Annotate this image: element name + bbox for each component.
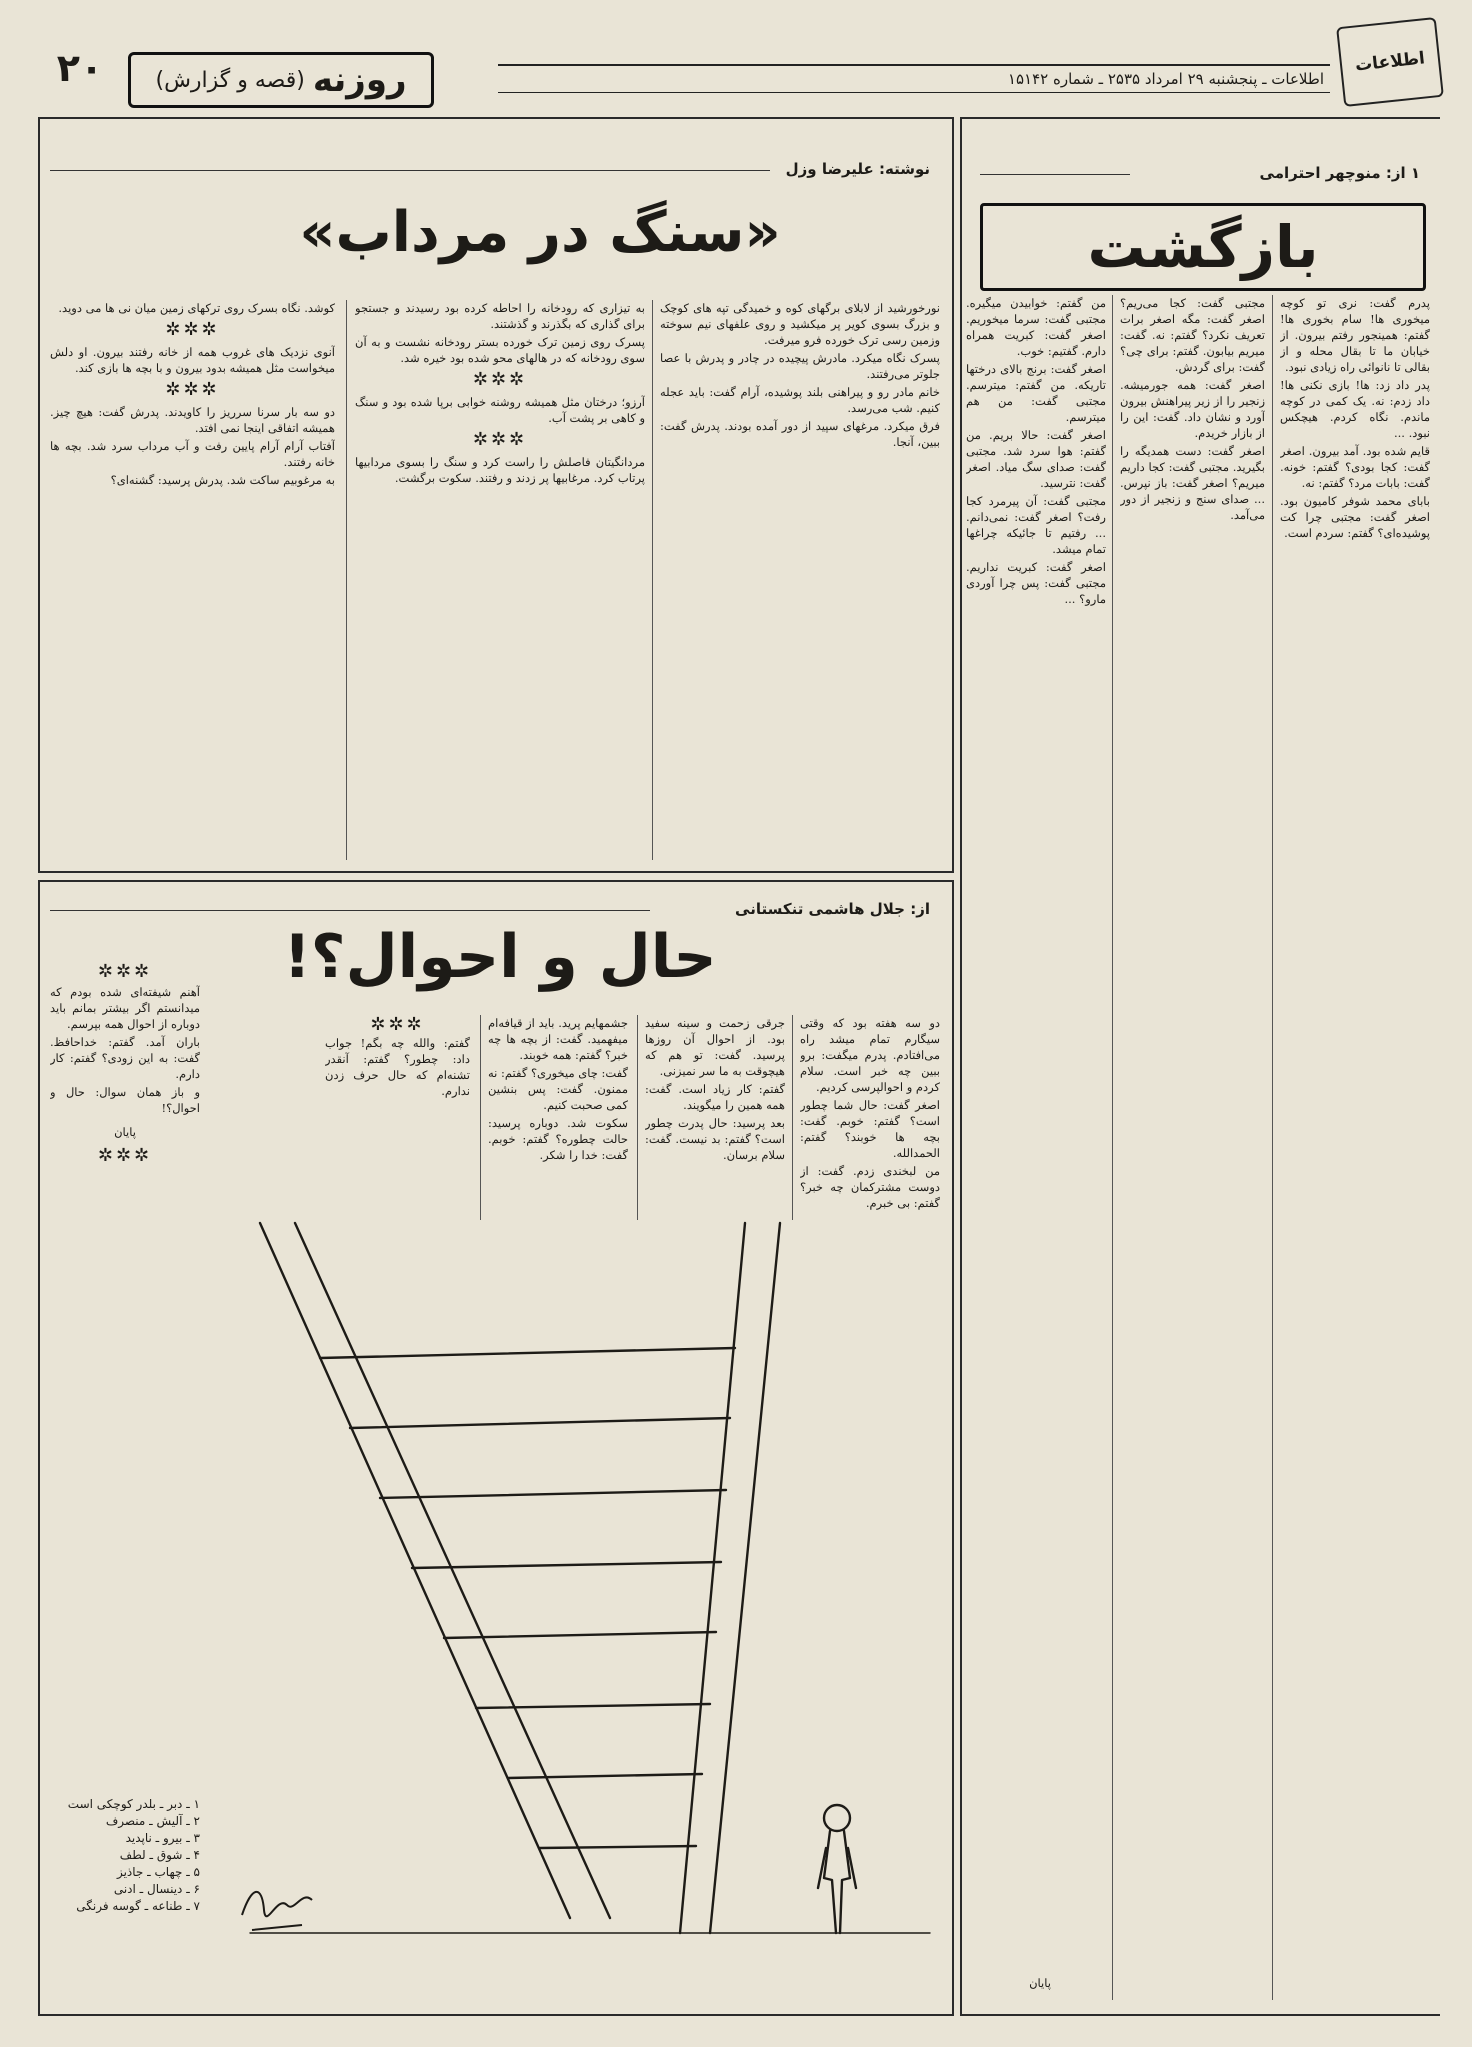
paragraph: سکوت شد. دوباره پرسید: حالت چطوره؟ گفتم: خوبم. گفت: خدا را شکر. <box>488 1116 628 1162</box>
section-title: روزنه <box>312 60 407 100</box>
story2-title: «سنگ در مرداب» <box>299 200 781 265</box>
section-break-stars: ✲✲✲ <box>370 1015 425 1035</box>
paragraph: پسرک روی زمین ترک خورده بستر رودخانه نشست و به آن سوی رودخانه که در هالهای محو شده بود خیره شد. <box>355 335 645 365</box>
end-marker: پایان <box>1029 1976 1051 1990</box>
glossary-item: ۴ ـ شوق ـ لطف <box>119 1848 200 1862</box>
paragraph: بعد پرسید: حال پدرت چطور است؟ گفتم: بد نیست. گفت: سلام برسان. <box>645 1116 785 1162</box>
paragraph: آهنم شیفته‌ای شده بودم که میدانستم اگر بیشتر بمانم باید دوباره از احوال همه بپرسم. <box>50 985 200 1031</box>
column-rule <box>637 1015 638 1220</box>
glossary-item: ۵ ـ چهاب ـ جاذیز <box>116 1865 200 1879</box>
column-rule <box>792 1015 793 1220</box>
masthead <box>40 22 1440 102</box>
paragraph: پدر داد زد: ها! بازی نکنی ها! داد زدم: نه. یک کمی در کوچه ماندم. نگاه کردم. هیچکس نبود. ... <box>1280 378 1430 440</box>
paragraph: اصغر گفت: برنج بالای درختها تاریکه. من گفتم: میترسم. مجتبی گفت: من هم میترسم. <box>966 362 1106 424</box>
paragraph: جرقی زحمت و سینه سفید بود. از احوال آن روزها پرسید. گفت: تو هم که هیچوقت به ما سر نمیزنی. <box>645 1016 785 1078</box>
story3-column-4 <box>325 1015 470 1220</box>
issue-line: اطلاعات ـ پنجشنبه ۲۹ امرداد ۲۵۳۵ ـ شماره ۱۵۱۴۲ <box>498 64 1330 93</box>
paragraph: قایم شده بود. آمد بیرون. اصغر گفت: کجا بودی؟ گفتم: خونه. گفت: بابات مرد؟ گفتم: نه. <box>1280 444 1430 490</box>
section-break-stars: ✲✲✲ <box>165 319 220 340</box>
story3-column-3 <box>488 1015 628 1220</box>
paragraph: گفت: چای میخوری؟ گفتم: نه ممنون. گفت: پس بنشین کمی صحبت کنیم. <box>488 1066 628 1112</box>
paragraph: دو سه بار سرنا سرریز را کاویدند. پدرش گفت: هیچ چیز. همیشه اتفاقی اینجا نمی افتد. <box>50 405 335 435</box>
column-rule <box>480 1015 481 1220</box>
story1-column-2 <box>1120 295 1265 2000</box>
glossary-item: ۳ ـ بیرو ـ ناپدید <box>125 1831 200 1845</box>
glossary-item: ۲ ـ آلیش ـ منصرف <box>105 1814 200 1828</box>
column-rule <box>346 300 347 860</box>
story3-byline-rule <box>50 910 650 911</box>
paragraph: اصغر گفت: همه جورمیشه. زنجیر را از زیر پیراهنش بیرون آورد و نشان داد. گفت: این را از بازار خریدم. <box>1120 378 1265 440</box>
section-break-stars: ✲✲✲ <box>165 379 220 400</box>
paragraph: آنوی نزدیک های غروب همه از خانه رفتند بیرون. او دلش میخواست مثل همیشه بدود بیرون و با بچه ها بازی کند. <box>50 345 335 375</box>
column-rule <box>1272 295 1273 2000</box>
paragraph: اصغر گفت: دست همدیگه را بگیرید. مجتبی گفت: کجا داریم میریم؟ اصغر گفت: باز نپرس. ... صدای سنج و زنجیر از دور می‌آمد. <box>1120 444 1265 522</box>
story3-title: حال و احوال؟! <box>283 922 717 992</box>
section-break-stars: ✲✲✲ <box>97 961 153 982</box>
paragraph: پدرم گفت: نری تو کوچه میخوری ها! سام بخوری ها! گفتم: همینجور رفتم بیرون. از خیابان ما تا بقال محله و از بقالی تا نانوائی راه زیادی نبود. <box>1280 296 1430 374</box>
glossary-item: ۷ ـ طناعه ـ گوسه فرنگی <box>76 1899 200 1913</box>
paragraph: نورخورشید از لابلای برگهای کوه و خمیدگی تپه های کوچک و بزرگ بسوی کویر پر میکشید و روی علفهای نیم سوخته وزمین رسی ترک خورده فرو میرفت. <box>660 301 940 347</box>
paragraph: من لبخندی زدم. گفت: از دوست مشترکمان چه خبر؟ گفتم: بی خبرم. <box>800 1164 940 1210</box>
paragraph: گفتم: والله چه بگم! جواب داد: چطور؟ گفتم: آنقدر تشنه‌ام که حال حرف زدن ندارم. <box>325 1036 470 1098</box>
paragraph: اصغر گفت: حالا بریم. من گفتم: هوا سرد شد. مجتبی گفت: صدای سگ میاد. اصغر گفت: نترسید. <box>966 428 1106 490</box>
paragraph: و باز همان سوال: حال و احوال؟! <box>50 1085 200 1115</box>
story2-column-3 <box>50 300 335 860</box>
column-rule <box>1112 295 1113 2000</box>
story3-column-5 <box>50 960 200 1780</box>
paragraph: اصغر گفت: کبریت نداریم. مجتبی گفت: پس چرا آوردی مارو؟ ... <box>966 560 1106 606</box>
section-subtitle: (قصه و گزارش) <box>155 67 305 93</box>
story1-column-1 <box>1280 295 1430 2000</box>
paragraph: مجتبی گفت: آن پیرمرد کجا رفت؟ اصغر گفت: نمی‌دانم. ... رفتیم تا جائیکه چراغها تمام میشد. <box>966 494 1106 556</box>
artist-signature <box>232 1875 322 1945</box>
section-header <box>128 52 434 108</box>
story1-end <box>1000 1975 1080 1995</box>
paragraph: کوشد. نگاه بسرک روی ترکهای زمین میان نی ها می دوید. <box>58 301 335 315</box>
story1-byline-rule <box>980 174 1130 175</box>
paragraph: باران آمد. گفتم: خداحافظ. گفت: به این زودی؟ گفتم: کار دارم. <box>50 1035 200 1081</box>
story3-end: پایان <box>114 1125 136 1139</box>
paragraph: آفتاب آرام آرام پایین رفت و آب مرداب سرد شد. بچه ها خانه رفتند. <box>50 439 335 469</box>
story2-column-1 <box>660 300 940 860</box>
paragraph: مجتبی گفت: کجا می‌ریم؟ اصغر گفت: مگه اصغر برات تعریف نکرد؟ گفتم: نه. گفت: میریم بیابون. گفتم: برای چی؟ گفت: برای گردش. <box>1120 296 1265 374</box>
story3-column-2 <box>645 1015 785 1220</box>
paragraph: آرزو؛ درختان مثل همیشه روشنه خوابی برپا شده بود و سنگ و کاهی بر پشت آب. <box>355 395 645 425</box>
paragraph: بابای محمد شوفر کامیون بود. اصغر گفت: مجتبی چرا کت پوشیده‌ای؟ گفتم: سردم است. <box>1280 494 1430 540</box>
section-break-stars: ✲✲✲ <box>472 429 528 450</box>
story2-byline-rule <box>50 170 770 171</box>
story1-column-3 <box>966 295 1106 1955</box>
story3-column-1 <box>800 1015 940 1220</box>
paragraph: مردانگیتان فاصلش را راست کرد و سنگ را بسوی مردابیها پرتاب کرد. مرغابیها پر زدند و رفتند. سکوت برگشت. <box>355 455 645 485</box>
ladder-cartoon-illustration <box>240 1218 940 1958</box>
story1-title: بازگشت <box>980 203 1426 291</box>
paragraph: خانم مادر رو و پیراهنی بلند پوشیده، آرام گفت: باید عجله کنیم. شب می‌رسد. <box>660 385 940 415</box>
story3-byline: از: جلال هاشمی تنکستانی <box>735 900 930 918</box>
paragraph: گفتم: کار زیاد است. گفت: همه همین را میگویند. <box>645 1082 785 1112</box>
paragraph: دو سه هفته بود که وقتی سیگارم تمام میشد راه می‌افتادم. پدرم میگفت: برو ببین چه خبر است. سلام کردم و احوالپرسی کردیم. <box>800 1016 940 1094</box>
column-rule <box>652 300 653 860</box>
page-number: ۲۰ <box>56 46 104 90</box>
story1-byline: ۱ از: منوچهر احترامی <box>1259 164 1420 182</box>
story2-column-2 <box>355 300 645 860</box>
paragraph: اصغر گفت: حال شما چطور است؟ گفتم: خوبم. گفت: بچه ها خوبند؟ گفتم: الحمدالله. <box>800 1098 940 1160</box>
newspaper-logo: اطلاعات <box>1336 17 1444 107</box>
paragraph: فرق میکرد. مرغهای سپید از دور آمده بودند. پدرش گفت: ببین، آنجا. <box>660 419 940 449</box>
paragraph: به مرغوبیم ساکت شد. پدرش پرسید: گشنه‌ای؟ <box>110 473 335 487</box>
paragraph: به تیزاری که رودخانه را احاطه کرده بود رسیدند و جستجو برای گذاری که بگذرند و گذشتند. <box>355 301 645 331</box>
glossary <box>50 1796 200 1915</box>
paragraph: من گفتم: خوابیدن میگیره. مجتبی گفت: سرما میخوریم. اصغر گفت: کبریت همراه دارم. گفتیم: خوب. <box>966 296 1106 358</box>
section-break-stars: ✲✲✲ <box>472 369 528 390</box>
section-break-stars: ✲✲✲ <box>97 1145 153 1166</box>
paragraph: جشمهایم پرید. باید از قیافه‌ام میفهمید. گفت: از بچه ها چه خبر؟ گفتم: همه خوبند. <box>488 1016 628 1062</box>
story2-byline: نوشته: علیرضا وزل <box>785 160 930 178</box>
paragraph: پسرک نگاه میکرد. مادرش پیچیده در چادر و پدرش با عصا جلوتر می‌رفتند. <box>660 351 940 381</box>
glossary-item: ۱ ـ دبر ـ بلدر کوچکی است <box>67 1797 200 1811</box>
glossary-item: ۶ ـ دینسال ـ ادنی <box>113 1882 200 1896</box>
